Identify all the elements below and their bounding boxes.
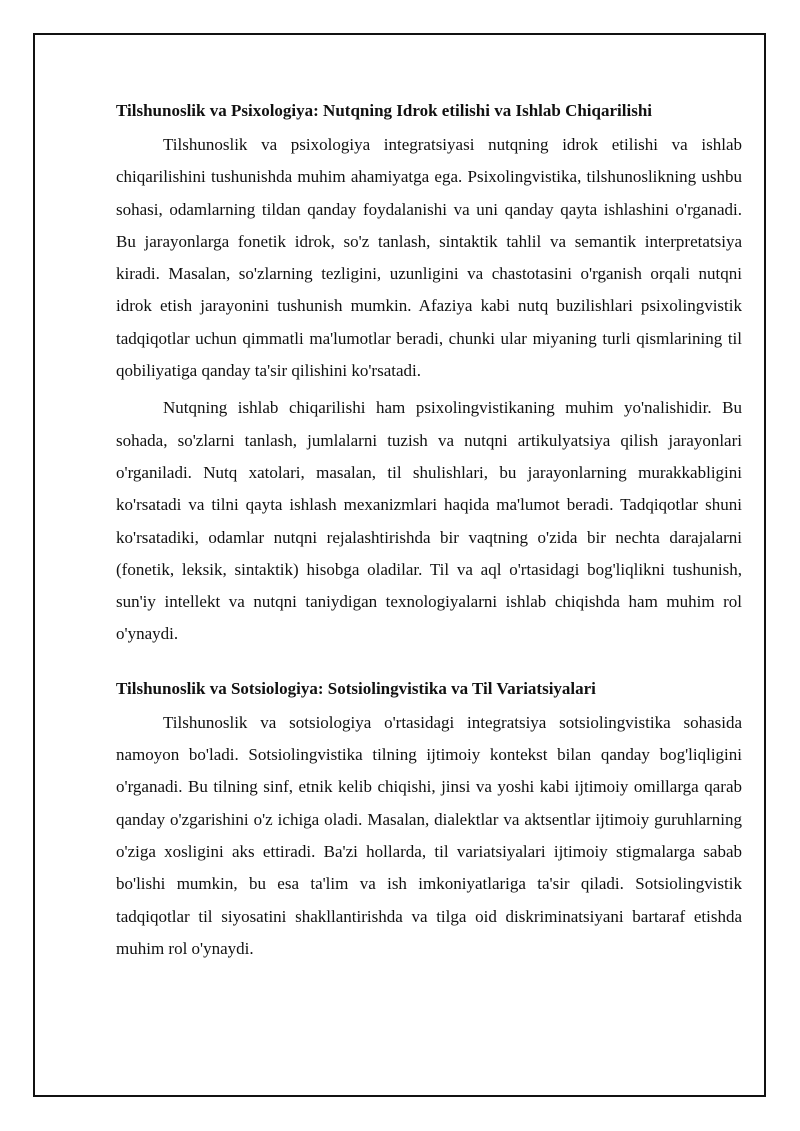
- paragraph: Nutqning ishlab chiqarilishi ham psixolingvistikaning muhim yo'nalishidir. Bu sohada, so'zlarni tanlash, jumlalarni tuzish va nutqni artikulyatsiya qilish jarayonlari o'rganiladi. Nutq xatolari, masalan, til shulishlari, bu jarayonlarning murakkabligini ko'rsatadi va tilni qayta ishlash mexanizmlari haqida ma'lumot beradi. Tadqiqotlar shuni ko'rsatadiki, odamlar nutqni rejalashtirishda bir vaqtning o'zida bir nechta darajalarni (fonetik, leksik, sintaktik) hisobga oladilar. Til va aql o'rtasidagi bog'liqlikni tushunish, sun'iy intellekt va nutqni taniydigan texnologiyalarni ishlab chiqishda ham muhim rol o'ynaydi.: [116, 398, 742, 644]
- section-heading: Tilshunoslik va Psixologiya: Nutqning Idrok etilishi va Ishlab Chiqarilishi: [116, 101, 652, 120]
- paragraph: Tilshunoslik va sotsiologiya o'rtasidagi integratsiya sotsiolingvistika sohasida namoyon bo'ladi. Sotsiolingvistika tilning ijtimoiy kontekst bilan qanday bog'liqligini o'rganadi. Bu tilning sinf, etnik kelib chiqishi, jinsi va yoshi kabi ijtimoiy omillarga qarab qanday o'zgarishini o'z ichiga oladi. Masalan, dialektlar va aktsentlar ijtimoiy guruhlarning o'ziga xosligini aks ettiradi. Ba'zi hollarda, til variatsiyalari ijtimoiy stigmalarga sabab bo'lishi mumkin, bu esa ta'lim va ish imkoniyatlariga ta'sir qiladi. Sotsiolingvistik tadqiqotlar til siyosatini shakllantirishda va tilga oid diskriminatsiyani bartaraf etishda muhim rol o'ynaydi.: [116, 712, 742, 958]
- paragraph: Tilshunoslik va psixologiya integratsiyasi nutqning idrok etilishi va ishlab chiqarilishini tushunishda muhim ahamiyatga ega. Psixolingvistika, tilshunoslikning ushbu sohasi, odamlarning tildan qanday foydalanishi va uni qanday qayta ishlashini o'rganadi. Bu jarayonlarga fonetik idrok, so'z tanlash, sintaktik tahlil va semantik interpretatsiya kiradi. Masalan, so'zlarning tezligini, uzunligini va chastotasini o'rganish orqali nutqni idrok etish jarayonini tushunish mumkin. Afaziya kabi nutq buzilishlari psixolingvistik tadqiqotlar uchun qimmatli ma'lumotlar beradi, chunki ular miyaning turli qismlarining til qobiliyatiga qanday ta'sir qilishini ko'rsatadi.: [116, 135, 742, 381]
- section-heading: Tilshunoslik va Sotsiologiya: Sotsiolingvistika va Til Variatsiyalari: [116, 678, 596, 698]
- document-body: [116, 95, 742, 970]
- section-psychology: [116, 95, 742, 651]
- section-sociology: [116, 673, 742, 965]
